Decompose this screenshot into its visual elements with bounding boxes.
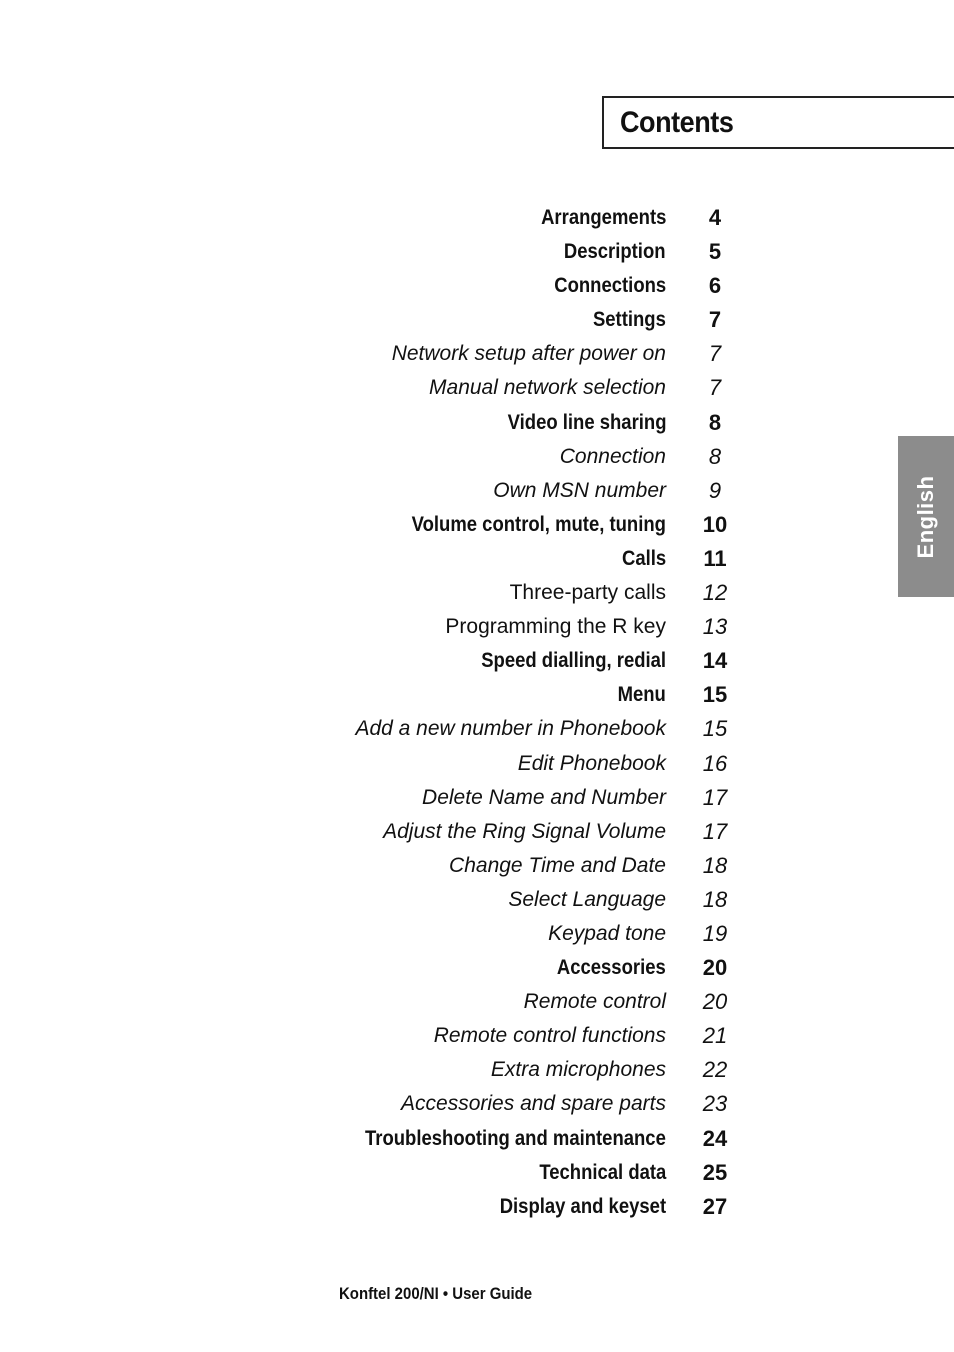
toc-entry-title: Extra microphones xyxy=(490,1058,666,1082)
toc-entry-page-number: 15 xyxy=(702,682,728,708)
toc-entry-title: Troubleshooting and maintenance xyxy=(365,1126,666,1150)
toc-entry-page-number: 6 xyxy=(708,273,722,299)
toc-entry[interactable] xyxy=(0,542,760,576)
toc-entry-page-number: 17 xyxy=(702,784,728,810)
toc-entry[interactable] xyxy=(0,1053,760,1087)
toc-entry[interactable] xyxy=(0,201,760,235)
toc-entry-title: Calls xyxy=(621,546,666,570)
language-tab xyxy=(898,436,954,597)
toc-entry-page-number: 24 xyxy=(702,1125,728,1151)
toc-entry-title: Network setup after power on xyxy=(391,342,666,366)
toc-entry-page-number: 12 xyxy=(702,580,728,606)
toc-entry[interactable] xyxy=(0,815,760,849)
toc-entry-title: Settings xyxy=(593,308,666,332)
table-of-contents xyxy=(0,201,760,1224)
toc-entry[interactable] xyxy=(0,747,760,781)
toc-entry[interactable] xyxy=(0,337,760,371)
toc-entry-page-number: 18 xyxy=(702,886,728,912)
toc-entry-page-number: 25 xyxy=(702,1159,728,1185)
toc-entry-page-number: 22 xyxy=(702,1057,728,1083)
toc-entry[interactable] xyxy=(0,917,760,951)
toc-entry-title: Own MSN number xyxy=(493,478,666,502)
toc-entry[interactable] xyxy=(0,678,760,712)
toc-entry-page-number: 18 xyxy=(702,852,728,878)
toc-entry-page-number: 4 xyxy=(708,205,722,230)
toc-entry[interactable] xyxy=(0,781,760,815)
toc-entry[interactable] xyxy=(0,371,760,405)
toc-entry[interactable] xyxy=(0,474,760,508)
toc-entry[interactable] xyxy=(0,1087,760,1121)
contents-title-box xyxy=(602,96,954,149)
toc-entry-page-number: 7 xyxy=(708,375,722,401)
toc-entry-title: Accessories and spare parts xyxy=(401,1092,666,1116)
toc-entry[interactable] xyxy=(0,508,760,542)
toc-entry[interactable] xyxy=(0,576,760,610)
toc-entry-title: Remote control functions xyxy=(433,1024,666,1048)
toc-entry-page-number: 13 xyxy=(702,614,728,640)
toc-entry-page-number: 8 xyxy=(708,443,722,469)
toc-entry[interactable] xyxy=(0,1190,760,1224)
toc-entry-title: Adjust the Ring Signal Volume xyxy=(383,819,666,843)
toc-entry-title: Change Time and Date xyxy=(449,853,666,877)
toc-entry-title: Video line sharing xyxy=(507,410,666,434)
toc-entry-page-number: 16 xyxy=(702,750,728,776)
toc-entry-page-number: 8 xyxy=(708,409,722,435)
toc-entry-page-number: 19 xyxy=(702,920,728,946)
toc-entry[interactable] xyxy=(0,1156,760,1190)
toc-entry-page-number: 15 xyxy=(702,716,728,742)
toc-entry[interactable] xyxy=(0,849,760,883)
toc-entry-title: Description xyxy=(564,240,666,264)
toc-entry-page-number: 27 xyxy=(702,1193,728,1219)
toc-entry-title: Connections xyxy=(554,274,666,298)
toc-entry-page-number: 11 xyxy=(703,545,727,571)
page-title: Contents xyxy=(620,106,734,139)
toc-entry-title: Display and keyset xyxy=(499,1194,666,1218)
toc-entry-page-number: 10 xyxy=(702,511,728,537)
toc-entry-title: Technical data xyxy=(538,1160,666,1184)
toc-entry[interactable] xyxy=(0,406,760,440)
toc-entry[interactable] xyxy=(0,1122,760,1156)
toc-entry-title: Delete Name and Number xyxy=(422,785,666,809)
toc-entry-title: Manual network selection xyxy=(429,376,666,400)
toc-entry-title: Select Language xyxy=(508,887,666,911)
toc-entry[interactable] xyxy=(0,883,760,917)
footer-text: Konftel 200/NI • User Guide xyxy=(339,1284,533,1303)
toc-entry-title: Keypad tone xyxy=(548,921,666,945)
toc-entry[interactable] xyxy=(0,440,760,474)
toc-entry[interactable] xyxy=(0,712,760,746)
toc-entry-page-number: 9 xyxy=(708,477,722,503)
toc-entry-page-number: 7 xyxy=(708,341,722,367)
language-tab-label: English xyxy=(913,475,938,558)
toc-entry-title: Speed dialling, redial xyxy=(481,649,666,673)
toc-entry-title: Add a new number in Phonebook xyxy=(355,717,666,741)
toc-entry-page-number: 5 xyxy=(708,239,722,265)
toc-entry-page-number: 20 xyxy=(702,989,728,1015)
toc-entry-title: Connection xyxy=(559,444,666,468)
toc-entry[interactable] xyxy=(0,951,760,985)
toc-entry-page-number: 7 xyxy=(708,307,722,333)
toc-entry-title: Arrangements xyxy=(540,206,666,229)
toc-entry[interactable] xyxy=(0,303,760,337)
toc-entry-title: Volume control, mute, tuning xyxy=(411,512,666,536)
toc-entry-title: Three-party calls xyxy=(509,581,666,605)
toc-entry[interactable] xyxy=(0,269,760,303)
toc-entry-page-number: 17 xyxy=(702,818,728,844)
toc-entry-title: Edit Phonebook xyxy=(517,751,666,775)
toc-entry-page-number: 21 xyxy=(702,1023,728,1049)
toc-entry[interactable] xyxy=(0,1019,760,1053)
toc-entry[interactable] xyxy=(0,644,760,678)
toc-entry-title: Accessories xyxy=(557,956,666,980)
toc-entry[interactable] xyxy=(0,610,760,644)
toc-entry-title: Programming the R key xyxy=(445,615,666,639)
toc-entry[interactable] xyxy=(0,235,760,269)
toc-entry[interactable] xyxy=(0,985,760,1019)
toc-entry-title: Remote control xyxy=(523,990,666,1014)
toc-entry-page-number: 14 xyxy=(702,648,728,674)
toc-entry-title: Menu xyxy=(617,683,666,707)
toc-entry-page-number: 20 xyxy=(702,955,728,981)
toc-entry-page-number: 23 xyxy=(702,1091,728,1117)
